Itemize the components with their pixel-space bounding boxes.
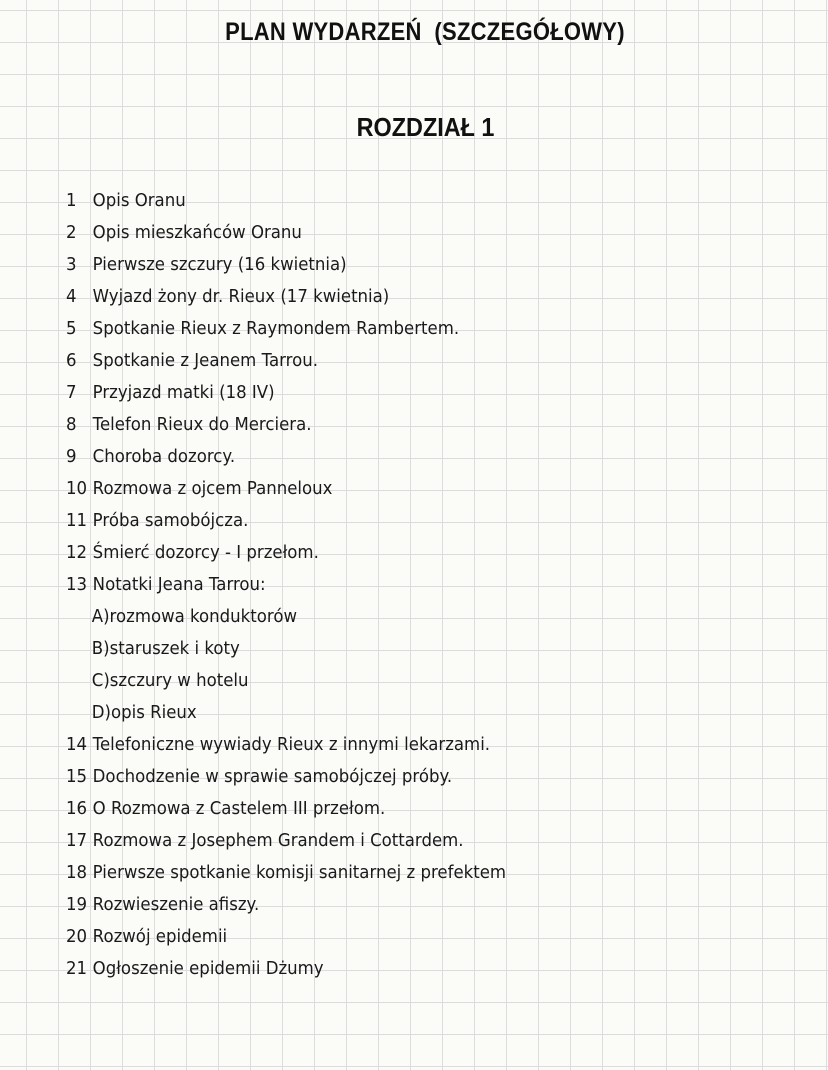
event-item (66, 857, 506, 889)
event-subitem-text: D)opis Rieux (91, 702, 197, 723)
event-number: 7 (66, 382, 77, 403)
event-text: O Rozmowa z Castelem III przełom. (92, 798, 386, 819)
event-item (66, 889, 506, 921)
page-title: PLAN WYDARZEŃ (SZCZEGÓŁOWY) (225, 18, 625, 46)
event-number: 11 (66, 510, 88, 531)
event-number: 5 (66, 318, 77, 339)
event-subitem-text: B)staruszek i koty (91, 638, 240, 659)
event-text: Opis mieszkańców Oranu (92, 222, 302, 243)
event-item (66, 921, 506, 953)
event-number: 21 (66, 958, 88, 979)
event-number: 1 (66, 190, 77, 211)
event-item (66, 825, 506, 857)
event-item (66, 345, 506, 377)
event-number: 3 (66, 254, 77, 275)
event-text: Notatki Jeana Tarrou: (92, 574, 266, 595)
event-text: Śmierć dozorcy - I przełom. (92, 542, 319, 563)
event-text: Rozmowa z Josephem Grandem i Cottardem. (92, 830, 464, 851)
event-list (66, 185, 544, 985)
event-item (66, 729, 506, 761)
event-item (66, 505, 506, 537)
event-item (66, 377, 506, 409)
event-text: Choroba dozorcy. (92, 446, 236, 467)
event-item (66, 473, 506, 505)
event-text: Próba samobójcza. (92, 510, 249, 531)
event-number: 20 (66, 926, 88, 947)
event-number: 14 (66, 734, 88, 755)
event-item (66, 537, 506, 569)
event-number: 9 (66, 446, 77, 467)
event-item (66, 441, 506, 473)
event-item (66, 409, 506, 441)
event-number: 12 (66, 542, 88, 563)
event-number: 6 (66, 350, 77, 371)
event-item (66, 281, 506, 313)
event-number: 4 (66, 286, 77, 307)
event-text: Ogłoszenie epidemii Dżumy (92, 958, 324, 979)
event-text: Opis Oranu (92, 190, 186, 211)
event-number: 19 (66, 894, 88, 915)
event-text: Przyjazd matki (18 IV) (92, 382, 275, 403)
event-number: 16 (66, 798, 88, 819)
event-text: Dochodzenie w sprawie samobójczej próby. (92, 766, 453, 787)
event-text: Rozmowa z ojcem Panneloux (92, 478, 333, 499)
event-subitem (66, 601, 506, 633)
event-item (66, 761, 506, 793)
event-number: 15 (66, 766, 88, 787)
event-text: Telefon Rieux do Merciera. (92, 414, 312, 435)
event-text: Spotkanie z Jeanem Tarrou. (92, 350, 318, 371)
event-text: Pierwsze szczury (16 kwietnia) (92, 254, 347, 275)
event-number: 13 (66, 574, 88, 595)
event-item (66, 185, 506, 217)
chapter-heading (0, 112, 828, 143)
event-number: 8 (66, 414, 77, 435)
event-text: Wyjazd żony dr. Rieux (17 kwietnia) (92, 286, 390, 307)
event-text: Telefoniczne wywiady Rieux z innymi lekarzami. (92, 734, 491, 755)
chapter-heading-text: ROZDZIAŁ 1 (357, 112, 495, 142)
event-number: 2 (66, 222, 77, 243)
event-item (66, 249, 506, 281)
event-text: Rozwieszenie afiszy. (92, 894, 260, 915)
event-number: 17 (66, 830, 88, 851)
event-subitem (66, 665, 506, 697)
event-text: Spotkanie Rieux z Raymondem Rambertem. (92, 318, 460, 339)
event-subitem (66, 633, 506, 665)
event-item (66, 217, 506, 249)
event-number: 18 (66, 862, 88, 883)
event-item (66, 793, 506, 825)
event-subitem-text: C)szczury w hotelu (91, 670, 249, 691)
event-item (66, 569, 506, 601)
event-text: Pierwsze spotkanie komisji sanitarnej z prefektem (92, 862, 507, 883)
event-text: Rozwój epidemii (92, 926, 228, 947)
event-subitem-text: A)rozmowa konduktorów (91, 606, 298, 627)
event-item (66, 953, 506, 985)
event-subitem (66, 697, 506, 729)
event-number: 10 (66, 478, 88, 499)
event-item (66, 313, 506, 345)
